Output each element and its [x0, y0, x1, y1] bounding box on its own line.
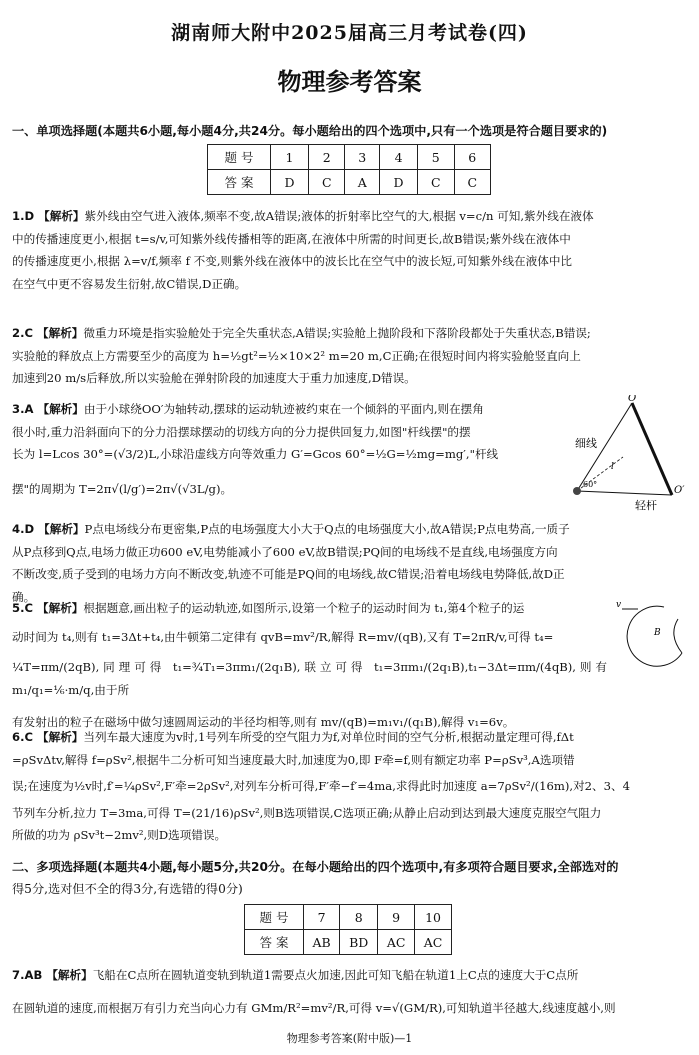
cell: 1 — [271, 145, 309, 170]
q6-explanation: 6.C 【解析】当列车最大速度为v时,1号列车所受的空气阻力为f,对单位时间的空气分析,根据动量定理可得,fΔt =ρSvΔtv,解得 f=ρSv²,根据牛二分析可知当速度最大时,加速度为0,即 F牵=f,则有额定功率 P=ρSv³,A选项错 误;在速度为½v时,f′=¼ρSv²,F′牵=2ρSv²,对列车分析可得,F′牵−f′=4ma,求得此时加速度 a=7ρSv²/(16m),对2、3、4 节列车分析,拉力 T=3ma,可得 T=(21/16)ρSv²,则B选项错误,C选项正确;从静止启动到达到最大速度克服空气阻力 所做的功为 ρSv³t−2mv²,则D选项错误。 — [12, 730, 630, 842]
cell: BD — [340, 930, 378, 955]
label-v: v — [616, 600, 622, 610]
cell: C — [309, 170, 345, 195]
cell: AB — [304, 930, 340, 955]
rod-axis-line — [632, 403, 672, 495]
row-label: 答 案 — [245, 930, 304, 955]
section1-heading: 一、单项选择题(本题共6小题,每小题4分,共24分。每小题给出的四个选项中,只有一个选项是符合题目要求的) — [12, 124, 608, 138]
q5-trajectory-figure — [612, 595, 694, 675]
label-rod: 轻杆 — [635, 499, 657, 512]
cell: 10 — [415, 905, 452, 930]
table-row — [208, 170, 491, 195]
ball — [573, 487, 581, 495]
cell: C — [454, 170, 491, 195]
cell: 6 — [454, 145, 491, 170]
cell: 3 — [345, 145, 380, 170]
section2-answer-table — [244, 904, 452, 955]
q3-explanation: 3.A 【解析】由于小球绕OO′为轴转动,摆球的运动轨迹被约束在一个倾斜的平面内,则在摆角 很小时,重力沿斜面向下的分力沿摆球摆动的切线方向的分力提供回复力,如图"杆线摆"的摆 长为 l=Lcos 30°=(√3/2)L,小球沿虚线方向等效重力 G′=Gcos 60°=½G=½mg=mg′,"杆线 摆"的周期为 T=2π√(l/g′)=2π√(√3L/g)。 — [12, 402, 499, 496]
cell: C — [418, 170, 454, 195]
table-row — [208, 145, 491, 170]
row-label: 答 案 — [208, 170, 271, 195]
table-row — [245, 905, 452, 930]
q3-pendulum-figure — [565, 395, 690, 515]
cell: 9 — [378, 905, 415, 930]
q5-explanation: 5.C 【解析】根据题意,画出粒子的运动轨迹,如图所示,设第一个粒子的运动时间为 t₁,第4个粒子的运 动时间为 t₄,则有 t₁=3Δt+t₄,由牛顿第二定律有 qvB=mv²/R,解得 R=mv/(qB),又有 T=2πR/v,可得 t₄= ¼T=πm/(2qB),同理可得 t₁=¾T₁=3πm₁/(2q₁B),联立可得 t₁=3πm₁/(2q₁B),t₁−3Δt=πm/(4qB),则有 m₁/q₁=⅙·m/q,由于所 有发射出的粒子在磁场中做匀速圆周运动的半径均相等,则有 mv/(qB)=m₁v₁/(q₁B),解得 v₁=6v。 — [12, 601, 607, 729]
cell: AC — [378, 930, 415, 955]
rod-line — [577, 491, 672, 495]
label-b: B — [654, 628, 661, 638]
section1-answer-table — [207, 144, 491, 195]
row-label: 题 号 — [245, 905, 304, 930]
row-label: 题 号 — [208, 145, 271, 170]
cell: D — [380, 170, 418, 195]
label-angle: 60° — [583, 480, 598, 489]
cell: 8 — [340, 905, 378, 930]
q4-explanation: 4.D 【解析】P点电场线分布更密集,P点的电场强度大小大于Q点的电场强度大小,故A错误;P点电势高,一质子 从P点移到Q点,电场力做正功600 eV,电势能减小了600 eV,故B错误;PQ间的电场线不是直线,电场强度方向 不断改变,质子受到的电场力方向不断改变,轨迹不可能是PQ间的电场线,故C错误;沿着电场线电势降低,故D正 确。 — [12, 522, 570, 604]
cell: 2 — [309, 145, 345, 170]
cell: 5 — [418, 145, 454, 170]
q1-explanation: 1.D 【解析】紫外线由空气进入液体,频率不变,故A错误;液体的折射率比空气的大,根据 v=c/n 可知,紫外线在液体 中的传播速度更小,根据 t=s/v,可知紫外线传播相等的距离,在液体中所需的时间更长,故B错误;紫外线在液体中 的传播速度更小,根据 λ=v/f,频率 f 不变,则紫外线在液体中的波长比在空气中的波长短,可知紫外线在液体中比 在空气中更不容易发生衍射,故C错误,D正确。 — [12, 209, 594, 291]
label-o-prime: O′ — [674, 485, 685, 496]
inner-arc — [674, 619, 682, 653]
cell: AC — [415, 930, 452, 955]
cell: D — [271, 170, 309, 195]
q2-explanation: 2.C 【解析】微重力环境是指实验舱处于完全失重状态,A错误;实验舱上抛阶段和下落阶段都处于失重状态,B错误; 实验舱的释放点上方需要至少的高度为 h=½gt²=½×10×2² m=20 m,C正确;在很短时间内将实验舱竖直向上 加速到20 m/s后释放,所以实验舱在弹射阶段的加速度大于重力加速度,D错误。 — [12, 326, 591, 385]
label-l: l — [611, 462, 614, 472]
cell: 4 — [380, 145, 418, 170]
page-footer: 物理参考答案(附中版)—1 — [286, 1032, 413, 1045]
label-string: 细线 — [575, 437, 597, 450]
q7-explanation: 7.AB 【解析】飞船在C点所在圆轨道变轨到轨道1需要点火加速,因此可知飞船在轨道1上C点的速度大于C点所 在圆轨道的速度,而根据万有引力充当向心力有 GMm/R²=mv²/R,可得 v=√(GM/R),可知轨道半径越大,线速度越小,则 — [12, 968, 616, 1015]
page-title: 物理参考答案 — [277, 68, 422, 96]
section2-heading: 二、多项选择题(本题共4小题,每小题5分,共20分。在每小题给出的四个选项中,有多项符合题目要求,全部选对的 得5分,选对但不全的得3分,有选错的得0分) — [12, 860, 619, 896]
table-row — [245, 930, 452, 955]
cell: A — [345, 170, 380, 195]
label-o: O — [628, 395, 637, 404]
school-exam-title: 湖南师大附中2025届高三月考试卷(四) — [171, 22, 528, 44]
cell: 7 — [304, 905, 340, 930]
